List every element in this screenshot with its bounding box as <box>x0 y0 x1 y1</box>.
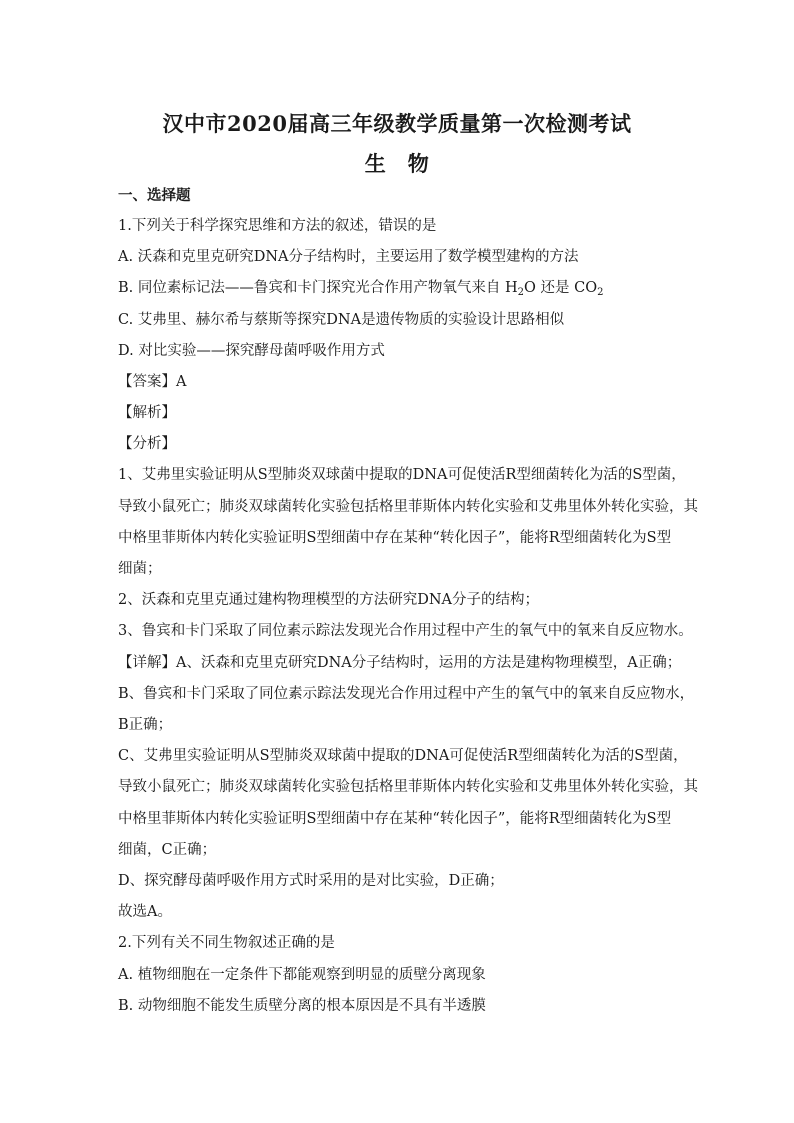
analysis-tag: 【解析】 <box>118 405 176 421</box>
q1-option-a: A. 沃森和克里克研究DNA分子结构时，主要运用了数学模型建构的方法 <box>118 249 579 265</box>
detail-a-text: A、沃森和克里克研究DNA分子结构时，运用的方法是建构物理模型，A正确； <box>176 655 682 671</box>
analysis-paragraph-1: 1、艾弗里实验证明从S型肺炎双球菌中提取的DNA可促使活R型细菌转化为活的S型菌， <box>118 467 686 483</box>
analysis-paragraph-1: 导致小鼠死亡；肺炎双球菌转化实验包括格里菲斯体内转化实验和艾弗里体外转化实验，其 <box>118 499 698 515</box>
q1-option-c: C. 艾弗里、赫尔希与蔡斯等探究DNA是遗传物质的实验设计思路相似 <box>118 312 565 328</box>
subscript: 2 <box>597 287 604 298</box>
answer-tag: 【答案】 <box>118 374 176 390</box>
q2-option-b: B. 动物细胞不能发生质壁分离的根本原因是不具有半透膜 <box>118 998 486 1014</box>
detail-tag: 【详解】 <box>118 655 176 671</box>
analysis-paragraph-2: 2、沃森和克里克通过建构物理模型的方法研究DNA分子的结构； <box>118 592 540 608</box>
subscript: 2 <box>517 287 525 298</box>
q1-option-d: D. 对比实验——探究酵母菌呼吸作用方式 <box>118 343 385 359</box>
question-1-stem: 1.下列关于科学探究思维和方法的叙述，错误的是 <box>118 218 437 234</box>
detail-paragraph-d: D、探究酵母菌呼吸作用方式时采用的是对比实验，D正确； <box>118 873 504 889</box>
conclusion: 故选A。 <box>118 904 172 920</box>
detail-paragraph-c: 细菌，C正确； <box>118 842 217 858</box>
q2-option-a: A. 植物细胞在一定条件下都能观察到明显的质壁分离现象 <box>118 967 486 983</box>
q1-option-b <box>118 278 678 298</box>
section-heading: 一、选择题 <box>118 187 191 204</box>
fenxi-tag: 【分析】 <box>118 436 176 452</box>
subject-title: 生 物 <box>364 151 430 176</box>
detail-paragraph-a <box>118 653 682 673</box>
detail-paragraph-b: B正确； <box>118 717 173 733</box>
analysis-paragraph-1: 细菌； <box>118 561 162 577</box>
exam-title: 汉中市2020届高三年级教学质量第一次检测考试 <box>162 111 632 136</box>
q1-option-b-text: B. 同位素标记法——鲁宾和卡门探究光合作用产物氧气来自 H <box>118 280 518 296</box>
analysis-paragraph-3: 3、鲁宾和卡门采取了同位素示踪法发现光合作用过程中产生的氧气中的氧来自反应物水。 <box>118 623 693 639</box>
q1-option-b-text-2: O 还是 CO <box>524 280 598 296</box>
analysis-paragraph-1: 中格里菲斯体内转化实验证明S型细菌中存在某种“转化因子”，能将R型细菌转化为S型 <box>118 530 672 546</box>
detail-paragraph-c: 中格里菲斯体内转化实验证明S型细菌中存在某种“转化因子”，能将R型细菌转化为S型 <box>118 811 672 827</box>
detail-paragraph-c: 导致小鼠死亡；肺炎双球菌转化实验包括格里菲斯体内转化实验和艾弗里体外转化实验，其 <box>118 779 698 795</box>
detail-paragraph-c: C、艾弗里实验证明从S型肺炎双球菌中提取的DNA可促使活R型细菌转化为活的S型菌， <box>118 748 688 764</box>
answer-line <box>118 372 678 392</box>
answer-value: A <box>176 374 187 390</box>
question-2-stem: 2.下列有关不同生物叙述正确的是 <box>118 935 335 951</box>
detail-paragraph-b: B、鲁宾和卡门采取了同位素示踪法发现光合作用过程中产生的氧气中的氧来自反应物水， <box>118 686 695 702</box>
